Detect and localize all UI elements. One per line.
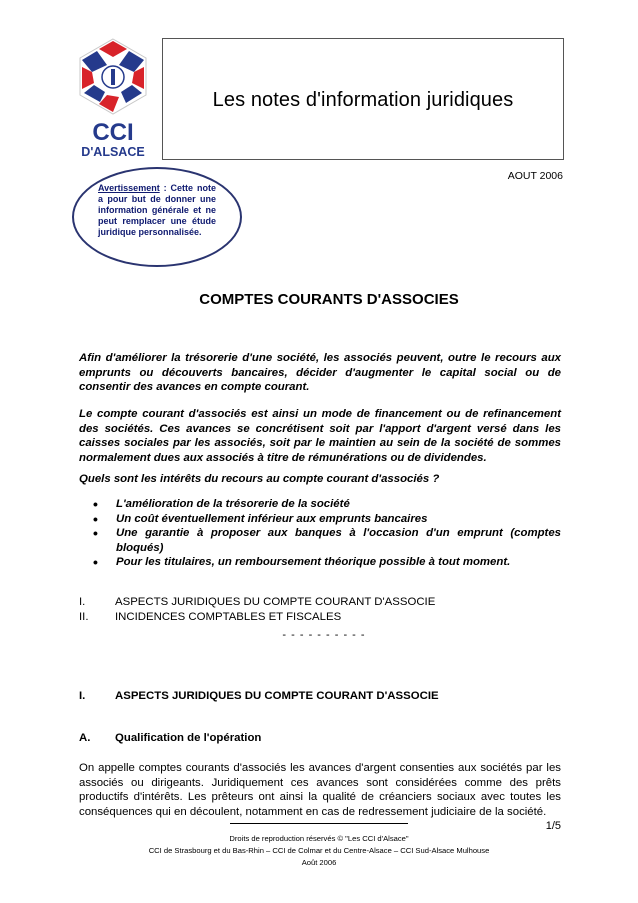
subsection-number: A. <box>79 732 91 744</box>
logo-text-alsace: D'ALSACE <box>81 145 145 159</box>
body-paragraph: On appelle comptes courants d'associés les avances d'argent consenties aux sociétés par les associés ou dirigeants. Juridiquement ces avances sont considérées comme des prêts productifs d'intérêts. Les prêteurs ont ainsi la qualité de créanciers sociaux avec toutes les conséquences qui en découlent, notamment en cas de redressement judiciaire de la société. <box>79 762 561 818</box>
footer-rule <box>230 823 408 824</box>
intro-paragraph-1: Afin d'améliorer la trésorerie d'une société, les associés peuvent, outre le recours aux emprunts ou découverts bancaires, décider d'augmenter le capital social ou de consentir des avances en compte courant. <box>79 352 561 393</box>
toc-text: INCIDENCES COMPTABLES ET FISCALES <box>115 611 342 623</box>
list-item: • Pour les titulaires, un remboursement théorique possible à tout moment. <box>91 555 561 570</box>
page-number: 1/5 <box>545 820 561 832</box>
list-item: • Une garantie à proposer aux banques à l'occasion d'un emprunt (comptes bloqués) <box>91 526 561 555</box>
logo-text-cci: CCI <box>92 119 134 146</box>
warning-body: : Cette note a pour but de donner une information générale et ne peut remplacer une étude juridique personnalisée. <box>98 183 216 237</box>
warning-text <box>98 183 216 238</box>
intro-question: Quels sont les intérêts du recours au compte courant d'associés ? <box>79 473 440 485</box>
benefits-list <box>91 497 561 570</box>
subsection-title: Qualification de l'opération <box>115 732 262 744</box>
toc-number: II. <box>79 611 89 623</box>
intro-paragraph-2: Le compte courant d'associés est ainsi un mode de financement ou de refinancement des sociétés. Ces avances se concrétisent soit par l'apport d'argent versé dans les caisses sociales par les associés, soit par le maintien au sein de la société de sommes normalement dues aux associés à titre de rémunérations ou de dividendes. <box>79 408 561 464</box>
list-item: • Un coût éventuellement inférieur aux emprunts bancaires <box>91 512 561 527</box>
section-number: I. <box>79 690 86 702</box>
separator: - - - - - - - - - - <box>282 629 366 641</box>
header-box <box>162 38 564 160</box>
publication-date: AOUT 2006 <box>507 170 563 182</box>
header-title: Les notes d'information juridiques <box>212 89 514 111</box>
document-title: COMPTES COURANTS D'ASSOCIES <box>199 291 459 308</box>
footer-copyright: Droits de reproduction réservés © "Les CCI d'Alsace" <box>229 834 409 843</box>
list-item: • L'amélioration de la trésorerie de la société <box>91 497 561 512</box>
warning-label: Avertissement <box>98 183 160 193</box>
section-title: ASPECTS JURIDIQUES DU COMPTE COURANT D'ASSOCIE <box>115 690 439 702</box>
cci-alsace-logo <box>74 37 152 159</box>
toc-number: I. <box>79 596 86 608</box>
footer-chambers: CCI de Strasbourg et du Bas-Rhin – CCI de Colmar et du Centre-Alsace – CCI Sud-Alsace Mulhouse <box>148 846 490 855</box>
toc-text: ASPECTS JURIDIQUES DU COMPTE COURANT D'ASSOCIE <box>115 596 436 608</box>
footer-date: Août 2006 <box>301 858 337 867</box>
